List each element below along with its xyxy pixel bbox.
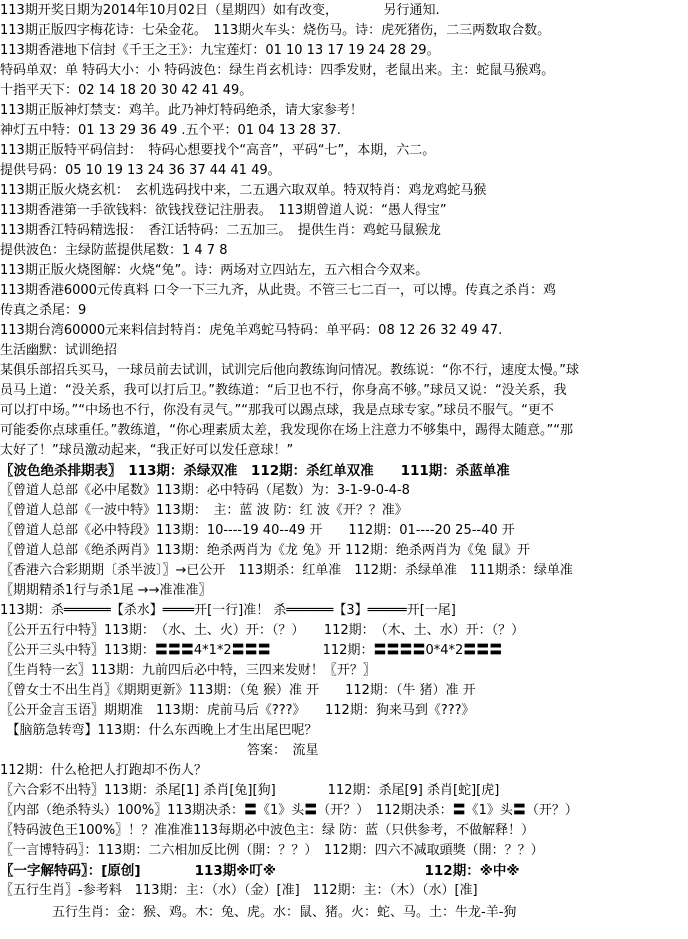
- text-line: 提供波色：主绿防蓝提供尾数：1 4 7 8: [0, 243, 228, 258]
- text-line: 113期正版四字梅花诗：七朵金花。 113期火车头：烧伤马。诗：虎死猪伤，二三两数取合数。: [0, 23, 551, 38]
- text-line: 【脑筋急转弯】113期：什么东西晚上才生出尾巴呢？: [0, 723, 318, 738]
- text-line: 十指平天下：02 14 18 20 30 42 41 49。: [0, 83, 253, 98]
- text-line: 113期香港地下信封《千王之王》：九宝莲灯：01 10 13 17 19 24 28 29。: [0, 43, 440, 58]
- text-line: 〖内部（绝杀特头）100%〗113期决杀：〓《1》头〓（开？） 112期决杀：〓《1》头〓（开？）: [0, 803, 578, 818]
- text-line: 〖公开金言玉语〗期期准 113期：虎前马后《???》 112期：狗来马到《???》: [0, 703, 475, 718]
- text-line: 〖公开五行中特〗113期： （水、土、火）开：（？） 112期： （木、土、水）开：（？）: [0, 623, 525, 638]
- text-line: 可能委你点球重任。”教练道，“你心理素质太差，我发现你在场上注意力不够集中，踢得太随意。”“那: [0, 423, 573, 438]
- text-line: 113期香港6000元传真料 口令一下三九齐，从此贵。不管三七二百一，可以博。传真之杀肖：鸡: [0, 283, 557, 298]
- text-line: 生活幽默：试训绝招: [0, 343, 118, 358]
- text-line: 113期正版神灯禁支：鸡羊。此乃神灯特码绝杀，请大家参考！: [0, 103, 363, 118]
- text-line: 113期：杀══════【杀水】════开[一行]准！ 杀══════【3】═════开[一尾]: [0, 603, 456, 618]
- text-line: 〖公开三头中特〗113期：〓〓〓4*1*2〓〓〓 112期：〓〓〓〓0*4*2〓〓〓: [0, 643, 503, 658]
- text-line: 〖五行生肖〗-参考料 113期：主：（水）（金）[准] 112期：主：（木）（水）[准]: [0, 883, 478, 898]
- text-line: 〖一字解特码〗：[原创] 113期※叮※ 112期：※中※: [0, 863, 520, 879]
- text-line: 〖曾女士不出生肖〗《期期更新》113期：（兔 猴）准 开 112期：（牛 猪）准 开: [0, 683, 476, 698]
- text-line: 员马上道：“没关系，我可以打后卫。”教练道：“后卫也不行，你身高不够。”球员又说：“没关系，我: [0, 383, 567, 398]
- text-line: 〖六合彩不出特〗113期：杀尾[1] 杀肖[兔][狗] 112期：杀尾[9] 杀肖[蛇][虎]: [0, 783, 500, 798]
- text-line: 〖香港六合彩期期〔杀半波〕〗→已公开 113期杀：红单准 112期：杀绿单准 111期杀：绿单准: [0, 563, 573, 578]
- text-line: 〖一言博特码〗：113期：二六相加反比例（開：？？） 112期：四六不减取頭獎（開：？？）: [0, 843, 544, 858]
- text-line: 113期开奖日期为2014年10月02日（星期四）如有改变， 另行通知.: [0, 3, 440, 18]
- text-line: 可以打中场。”“中场也不行，你没有灵气。”“那我可以踢点球，我是点球专家。”球员不服气。“更不: [0, 403, 554, 418]
- text-line: 〖波色绝杀排期表〗 113期：杀绿双准 112期：杀红单双准 111期：杀蓝单准: [0, 463, 510, 479]
- text-line: 太好了！”球员激动起来，“我正好可以发任意球！”: [0, 443, 294, 458]
- text-line: 113期正版特平码信封： 特码心想要找个“高音”，平码“七”，本期，六二。: [0, 143, 436, 158]
- text-line: 答案： 流星: [0, 743, 319, 758]
- text-line: 113期台湾60000元来料信封特肖：虎兔羊鸡蛇马特码：单平码：08 12 26 32 49 47.: [0, 323, 503, 338]
- text-line: 〖曾道人总部《绝杀两肖》113期：绝杀两肖为《龙 兔》开 112期：绝杀两肖为《兔 鼠》开: [0, 543, 531, 558]
- text-line: 113期香江特码精选报： 香江话特码：二五加三。 提供生肖：鸡蛇马鼠猴龙: [0, 223, 441, 238]
- text-line: 提供号码：05 10 19 13 24 36 37 44 41 49。: [0, 163, 281, 178]
- text-line: 113期正版火烧图解：火烧“兔”。诗：两场对立四站左，五六相合今双来。: [0, 263, 429, 278]
- text-line: 113期香港第一手欲钱料：欲钱找登记注册表。 113期曾道人说：“愚人得宝”: [0, 203, 447, 218]
- text-line: 〖曾道人总部《必中尾数》113期：必中特码（尾数）为：3-1-9-0-4-8: [0, 483, 410, 498]
- text-line: 〖生肖特一玄〗113期：九前四后必中特，三四来发财！〖开？〗: [0, 663, 376, 678]
- text-line: 〖曾道人总部《一波中特》113期： 主：蓝 波 防：红 波《开？？准》: [0, 503, 408, 518]
- text-line: 〖期期精杀1行与杀1尾 →→准准准〗: [0, 583, 212, 598]
- text-line: 113期正版火烧玄机： 玄机选码找中来，二五遇六取双单。特双特肖：鸡龙鸡蛇马猴: [0, 183, 487, 198]
- text-line: 五行生肖：金：猴、鸡。木：兔、虎。水：鼠、猪。火：蛇、马。土：牛龙-羊-狗: [0, 905, 517, 920]
- text-line: 特码单双：单 特码大小：小 特码波色：绿生肖玄机诗：四季发财，老鼠出来。主：蛇鼠马猴鸡。: [0, 63, 555, 78]
- text-line: 〖曾道人总部《必中特段》113期：10----19 40--49 开 112期：01----20 25--40 开: [0, 523, 515, 538]
- text-line: 112期：什么枪把人打跑却不伤人？: [0, 763, 207, 778]
- text-line: 〖特码波色王100%〗！？准准准113每期必中波色主：绿 防：蓝（只供参考，不做解释！）: [0, 823, 535, 838]
- text-line: 传真之杀尾：9: [0, 303, 87, 318]
- text-line: 某俱乐部招兵买马，一球员前去试训，试训完后他向教练询问情况。教练说：“你不行，速度太慢。”球: [0, 363, 579, 378]
- text-line: 神灯五中特：01 13 29 36 49 .五个平：01 04 13 28 37.: [0, 123, 341, 138]
